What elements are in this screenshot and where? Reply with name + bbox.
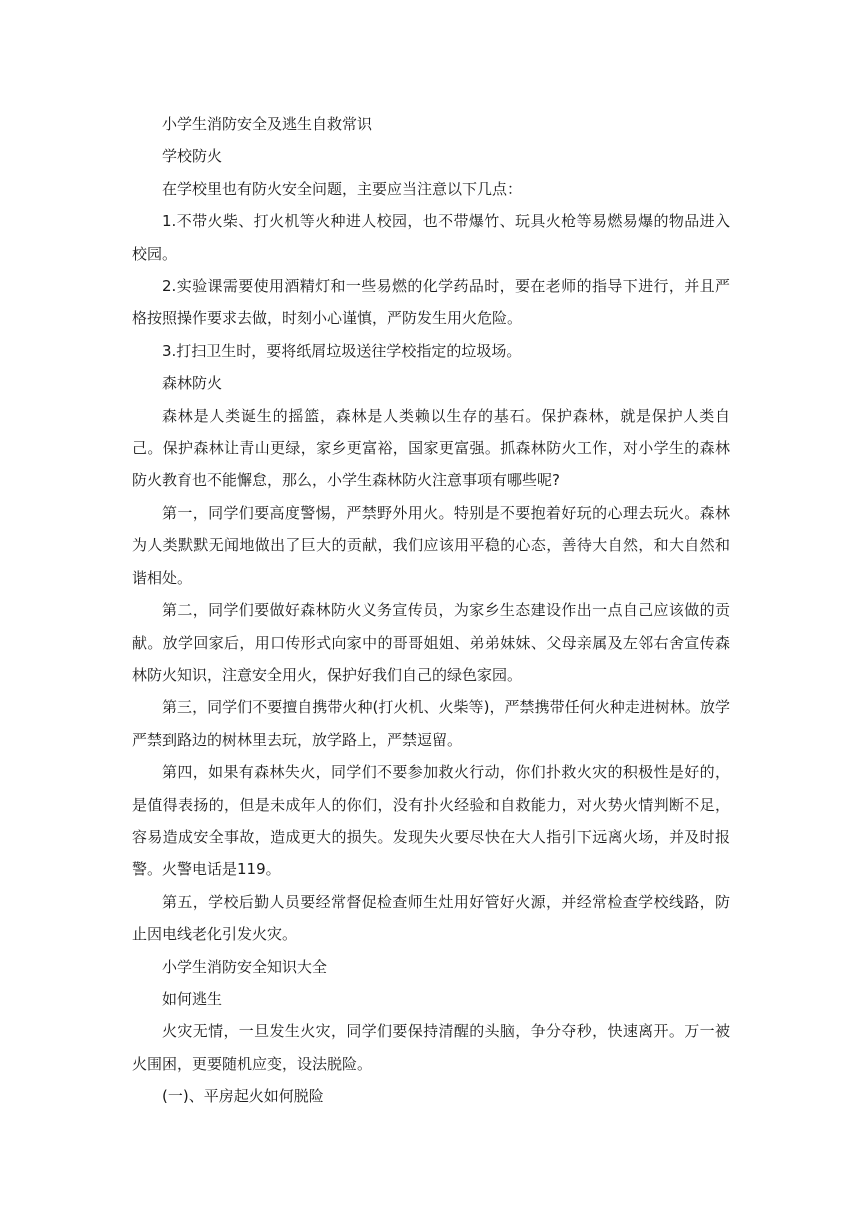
section-heading-forest-fire: 森林防火 [162,374,223,393]
section-heading-knowledge: 小学生消防安全知识大全 [162,957,328,976]
body-paragraph: 在学校里也有防火安全问题，主要应当注意以下几点： [162,179,523,198]
body-paragraph: 森林是人类诞生的摇篮，森林是人类赖以生存的基石。保护森林，就是保护人类自己。保护森林让青山更绿，家乡更富裕，国家更富强。抓森林防火工作，对小学生的森林防火教育也不能懈怠，那么，小学生森林防火注意事项有哪些呢? [132,406,730,490]
body-paragraph-fifth: 第五，学校后勤人员要经常督促检查师生灶用好管好火源，并经常检查学校线路，防止因电线老化引发火灾。 [132,892,730,944]
list-item-1: 1.不带火柴、打火机等火种进人校园，也不带爆竹、玩具火枪等易燃易爆的物品进入校园。 [132,212,730,263]
document-title: 小学生消防安全及逃生自救常识 [162,115,373,133]
list-item-2: 2.实验课需要使用酒精灯和一些易燃的化学药品时，要在老师的指导下进行，并且严格按照操作要求去做，时刻小心谨慎，严防发生用火危险。 [132,277,730,328]
section-heading-school-fire: 学校防火 [162,147,223,166]
body-paragraph-fourth: 第四，如果有森林失火，同学们不要参加救火行动，你们扑救火灾的积极性是好的，是值得表扬的，但是未成年人的你们，没有扑火经验和自救能力，对火势火情判断不足，容易造成安全事故，造成更大的损失。发现失火要尽快在大人指引下远离火场，并及时报警。火警电话是119。 [132,763,730,879]
subsection-heading: (一)、平房起火如何脱险 [162,1087,324,1106]
body-paragraph-first: 第一，同学们要高度警惕，严禁野外用火。特别是不要抱着好玩的心理去玩火。森林为人类默默无闻地做出了巨大的贡献，我们应该用平稳的心态，善待大自然，和大自然和谐相处。 [132,503,730,587]
list-item-3: 3.打扫卫生时，要将纸屑垃圾送往学校指定的垃圾场。 [162,341,522,360]
document-body [132,108,730,1113]
section-heading-escape: 如何逃生 [162,989,223,1008]
body-paragraph: 火灾无情，一旦发生火灾，同学们要保持清醒的头脑，争分夺秒，快速离开。万一被火围困，更要随机应变，设法脱险。 [132,1022,730,1073]
body-paragraph-third: 第三，同学们不要擅自携带火种(打火机、火柴等)，严禁携带任何火种走进树林。放学严禁到路边的树林里去玩，放学路上，严禁逗留。 [132,698,730,749]
body-paragraph-second: 第二，同学们要做好森林防火义务宣传员，为家乡生态建设作出一点自己应该做的贡献。放学回家后，用口传形式向家中的哥哥姐姐、弟弟妹妹、父母亲属及左邻右舍宣传森林防火知识，注意安全用火，保护好我们自己的绿色家园。 [132,601,730,684]
